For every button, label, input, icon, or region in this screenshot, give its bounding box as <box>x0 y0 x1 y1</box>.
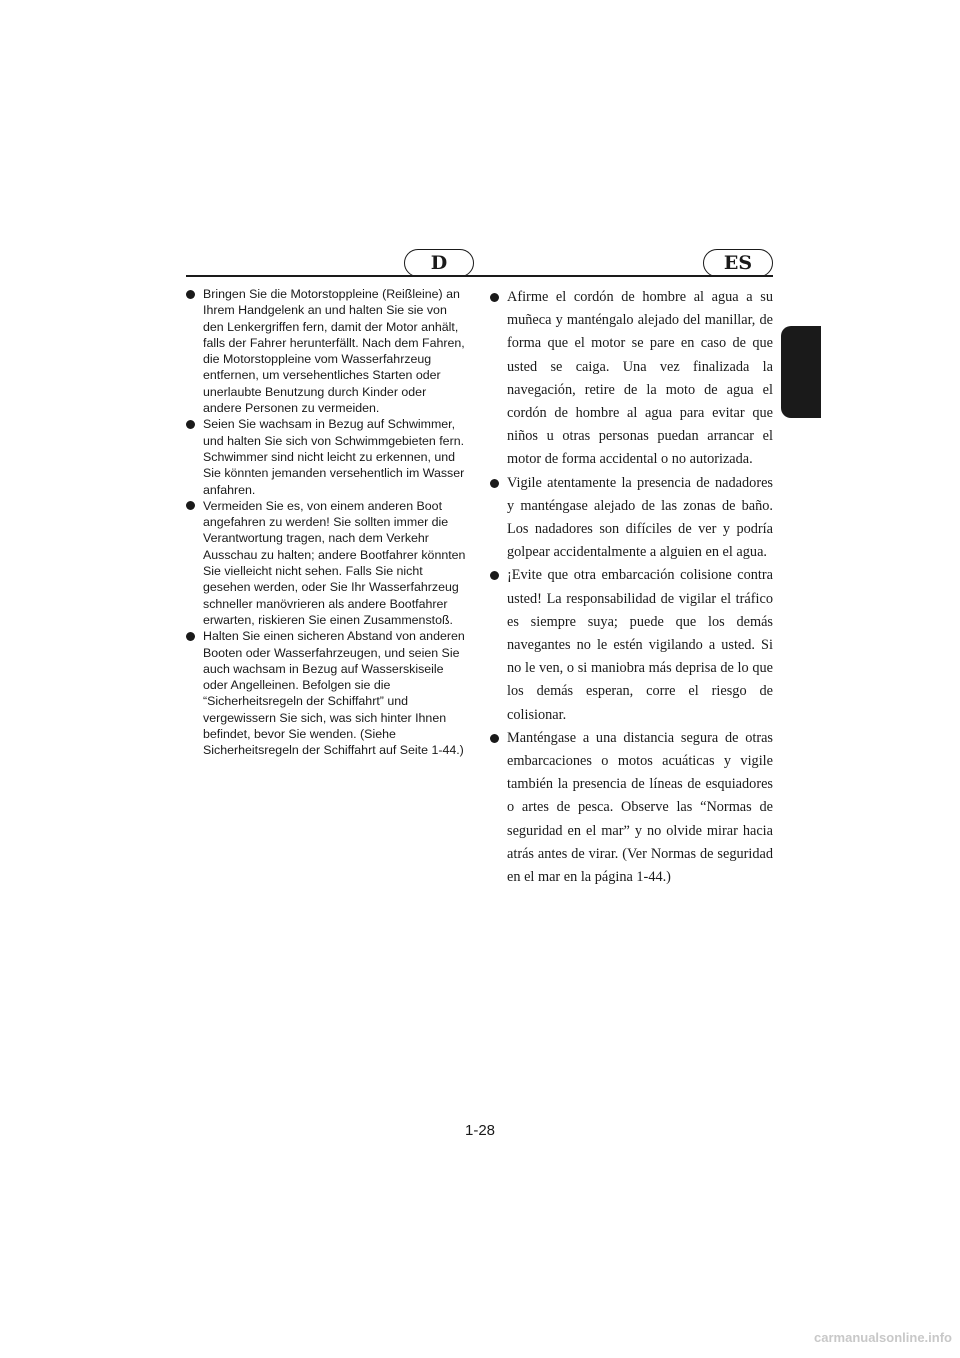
bullet-icon <box>490 571 499 580</box>
header-rule <box>186 275 773 277</box>
bullet-icon <box>490 479 499 488</box>
list-item <box>186 498 466 628</box>
bullet-icon <box>490 293 499 302</box>
page-number: 1-28 <box>464 1122 496 1139</box>
watermark: carmanualsonline.info <box>814 1330 952 1345</box>
list-item-text: Halten Sie einen sicheren Abstand von anderen Booten oder Wasserfahrzeugen, und seien Sie auch wachsam in Bezug auf Wasserskiseile oder Angelleinen. Befolgen sie die “Sicherheitsregeln der Schiffahrt” und vergewissern Sie sich, was sich hinter Ihnen befindet, bevor Sie wenden. (Siehe Sicherheitsregeln der Schiffahrt auf Seite 1-44.) <box>203 629 465 758</box>
list-item <box>490 472 773 565</box>
language-badge-spanish <box>703 249 773 277</box>
list-item <box>186 628 466 758</box>
list-item-text: ¡Evite que otra embarcación colisione contra usted! La responsabilidad de vigilar el tráfico es siempre suya; puede que los demás navegantes no le estén vigilando a usted. Si no le ven, o si maniobra más deprisa de lo que los demás esperan, corre el riesgo de colisionar. <box>507 567 773 723</box>
chapter-side-tab <box>781 326 821 418</box>
list-item-text: Bringen Sie die Motorstoppleine (Reißleine) an Ihrem Handgelenk an und halten Sie sie von den Lenkergriffen fern, damit der Motor anhält, falls der Fahrer herunterfällt. Nach dem Fahren, die Motorstoppleine vom Wasserfahrzeug entfernen, um versehentliches Starten oder unerlaubte Benutzung durch Kinder oder andere Personen zu vermeiden. <box>203 287 465 416</box>
language-badge-german <box>404 249 474 277</box>
german-bullet-list <box>186 286 466 759</box>
list-item-text: Vermeiden Sie es, von einem anderen Boot angefahren zu werden! Sie sollten immer die Verantwortung tragen, nach dem Verkehr Ausschau zu halten; andere Bootfahrer könnten Sie vielleicht nicht sehen. Falls Sie nicht gesehen werden, oder Sie Ihr Wasserfahrzeug schneller manövrieren als andere Bootfahrer erwarten, riskieren Sie einen Zusammenstoß. <box>203 498 466 627</box>
badge-label: ES <box>723 252 753 274</box>
list-item <box>186 286 466 416</box>
list-item <box>490 564 773 726</box>
list-item-text: Afirme el cordón de hombre al agua a su muñeca y manténgalo alejado del manillar, de forma que el motor se pare en caso de que usted se caiga. Una vez finalizada la navegación, retire de la moto de agua el cordón de hombre al agua para evitar que niños u otras personas puedan arrancar el motor de forma accidental o no autorizada. <box>507 289 773 468</box>
spanish-column <box>490 286 773 889</box>
bullet-icon <box>186 632 195 641</box>
bullet-icon <box>186 290 195 299</box>
bullet-icon <box>490 734 499 743</box>
bullet-icon <box>186 420 195 429</box>
spanish-bullet-list <box>490 286 773 889</box>
list-item <box>490 727 773 889</box>
list-item-text: Vigile atentamente la presencia de nadadores y manténgase alejado de las zonas de baño. Los nadadores son difíciles de ver y podría golpear accidentalmente a alguien en el agua. <box>507 474 773 561</box>
list-item <box>186 416 466 497</box>
list-item-text: Manténgase a una distancia segura de otras embarcaciones o motos acuáticas y vigile también la presencia de líneas de esquiadores o artes de pesca. Observe las “Normas de seguridad en el mar” y no olvide mirar hacia atrás antes de virar. (Ver Normas de seguridad en el mar en la página 1-44.) <box>507 729 773 886</box>
list-item <box>490 286 773 472</box>
german-column <box>186 286 466 759</box>
badge-label: D <box>430 252 448 274</box>
list-item-text: Seien Sie wachsam in Bezug auf Schwimmer, und halten Sie sich von Schwimmgebieten fern. Schwimmer sind nicht leicht zu erkennen, und Sie könnten jemanden versehentlich im Wasser anfahren. <box>203 417 465 497</box>
bullet-icon <box>186 501 195 510</box>
